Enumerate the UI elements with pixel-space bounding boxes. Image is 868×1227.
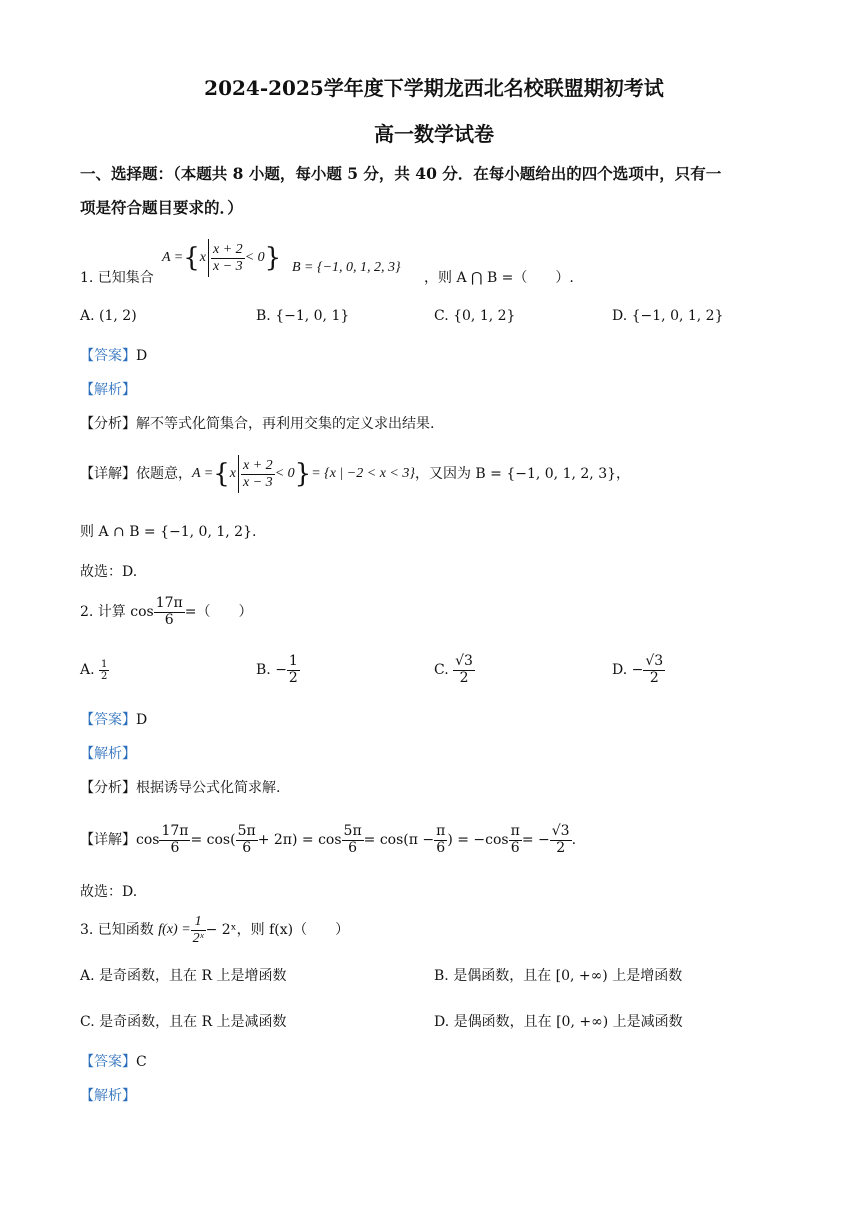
q1-option-d: D. {−1, 0, 1, 2} (612, 308, 724, 324)
q2-num: 17π (155, 595, 183, 612)
q2-detail-step-4: = cos(π − (363, 832, 435, 848)
q1-detail-pre: 依题意， (136, 466, 192, 482)
q1-detail-ineq: < 0 (274, 466, 295, 481)
q1-detail-tag: 【详解】 (80, 466, 136, 482)
q1-set-a-fraction (211, 242, 245, 274)
q3-den: 2ˣ (192, 930, 204, 946)
q2-detail-frac-6-num: √3 (551, 823, 570, 840)
q2-detail-frac-4 (434, 824, 447, 856)
q2-option-d (612, 648, 665, 692)
q1-detail-var: x (229, 466, 237, 481)
q2-option-c-num: √3 (455, 653, 473, 670)
q2-detail-step-2: = cos( (190, 832, 236, 848)
q2-option-a-label: A. (80, 662, 95, 678)
q3-prefix: 3. 已知函数 (80, 922, 154, 938)
q1-detail-set-lhs: A = (192, 466, 214, 481)
q1-set-a-ineq: < 0 (244, 250, 265, 265)
q3-answer-value: C (136, 1054, 147, 1070)
q1-fenxi-text: 解不等式化简集合，再利用交集的定义求出结果. (136, 416, 435, 432)
q2-option-c-den: 2 (459, 669, 469, 686)
exam-title: 2024-2025学年度下学期龙西北名校联盟期初考试 (204, 76, 664, 100)
q2-fenxi-text: 根据诱导公式化简求解. (136, 780, 281, 796)
q2-option-c (434, 648, 475, 692)
q2-option-a-den: 2 (101, 670, 108, 682)
q3-option-b: B. 是偶函数，且在 [0, +∞) 上是增函数 (434, 968, 683, 984)
q2-detail-frac-1-num: 17π (161, 823, 189, 840)
q1-set-a-var: x (199, 250, 207, 265)
q2-detail-frac-4-num: π (436, 823, 446, 840)
q2-option-d-num: √3 (645, 653, 664, 670)
q2-fenxi-tag: 【分析】 (80, 780, 136, 796)
q1-detail-mid: = {x | −2 < x < 3} (311, 466, 415, 481)
q1-answer-tag: 【答案】 (80, 348, 136, 364)
q2-detail-frac-6-den: 2 (556, 839, 566, 856)
q1-prefix: 1. 已知集合 (80, 270, 154, 286)
q2-detail-step-5: ) = −cos (447, 832, 509, 848)
q1-detail-bar (238, 455, 239, 493)
q1-fenxi (80, 414, 434, 434)
q2-suffix: =（ ） (184, 604, 253, 620)
q2-option-a-num: 1 (101, 658, 108, 670)
q1-choose: 故选：D. (80, 564, 138, 580)
q2-detail-frac-5 (509, 824, 522, 856)
q2-option-b-den: 2 (288, 669, 298, 686)
q3-option-a: A. 是奇函数，且在 R 上是增函数 (80, 968, 287, 984)
q3-fraction (191, 914, 206, 946)
q1-detail-line2: 则 A ∩ B = {−1, 0, 1, 2}. (80, 524, 257, 540)
q1-answer-value: D (136, 348, 148, 364)
q1-detail-left-brace: { (213, 459, 230, 489)
q2-option-d-frac (643, 654, 665, 686)
q2-option-a-frac (99, 659, 109, 682)
exam-subtitle: 高一数学试卷 (374, 122, 494, 146)
q3-option-d: D. 是偶函数，且在 [0, +∞) 上是减函数 (434, 1014, 683, 1030)
q1-option-c: C. {0, 1, 2} (434, 308, 516, 324)
q1-detail-num: x + 2 (243, 458, 273, 474)
q1-detail-post: ，又因为 B = {−1, 0, 1, 2, 3}， (414, 466, 631, 482)
q1-set-a-lhs: A = (162, 250, 184, 265)
q2-den: 6 (164, 611, 174, 628)
q2-detail-cos-1: cos (136, 832, 160, 848)
q1-left-brace: { (183, 243, 200, 273)
q1-right-brace: } (264, 243, 282, 273)
q2-detail-step-3: + 2π) = cos (257, 832, 342, 848)
q1-option-b: B. {−1, 0, 1} (256, 308, 350, 324)
q3-answer (80, 1052, 147, 1072)
q2-fenxi (80, 778, 280, 798)
q3-stem (80, 910, 349, 950)
q2-option-c-label: C. (434, 662, 449, 678)
q3-answer-tag: 【答案】 (80, 1054, 136, 1070)
q3-option-c: C. 是奇函数，且在 R 上是减函数 (80, 1014, 287, 1030)
q2-detail-frac-3 (342, 824, 364, 856)
q2-detail-tag: 【详解】 (80, 832, 136, 848)
q2-detail-step-6: = − (521, 832, 550, 848)
q2-detail-frac-5-num: π (510, 823, 520, 840)
q1-suffix: ，则 A ⋂ B =（ ）. (424, 270, 574, 286)
q2-option-c-frac (453, 654, 475, 686)
q1-set-b: B = {−1, 0, 1, 2, 3} (292, 260, 401, 275)
q2-detail-frac-1-den: 6 (170, 839, 180, 856)
q1-option-a: A. (1, 2) (80, 308, 137, 324)
q2-detail-frac-2 (236, 824, 258, 856)
q1-detail-den: x − 3 (243, 474, 273, 490)
q2-detail-frac-3-num: 5π (343, 823, 362, 840)
q2-fraction (154, 596, 185, 628)
q1-fenxi-tag: 【分析】 (80, 416, 136, 432)
q2-answer-value: D (136, 712, 148, 728)
q2-option-b-label: B. − (256, 662, 287, 678)
q2-option-b-num: 1 (288, 653, 298, 670)
q2-choose: 故选：D. (80, 884, 138, 900)
q3-rest: − 2ˣ，则 f(x)（ ） (205, 922, 350, 938)
q2-detail-frac-3-den: 6 (348, 839, 358, 856)
q2-detail-frac-5-den: 6 (510, 839, 520, 856)
q2-option-b (256, 648, 300, 692)
q1-detail-right-brace: } (294, 459, 312, 489)
q2-option-b-frac (287, 654, 300, 686)
q1-set-a (162, 236, 281, 280)
q2-prefix: 2. 计算 cos (80, 604, 154, 620)
section-header-line1: 一、选择题：（本题共 8 小题，每小题 5 分，共 40 分．在每小题给出的四个选项中，只有一 (80, 164, 722, 183)
q2-detail (80, 818, 576, 862)
q2-detail-frac-1 (159, 824, 190, 856)
q1-set-a-num: x + 2 (213, 242, 243, 258)
q1-jiexi-tag: 【解析】 (80, 382, 136, 398)
q2-answer-tag: 【答案】 (80, 712, 136, 728)
q1-detail (80, 452, 630, 496)
q2-detail-frac-2-num: 5π (237, 823, 256, 840)
q2-option-a (80, 648, 109, 692)
q2-detail-frac-2-den: 6 (242, 839, 252, 856)
q1-set-a-den: x − 3 (213, 258, 243, 274)
q1-set-a-bar (208, 239, 209, 277)
q2-option-d-den: 2 (649, 669, 659, 686)
q2-detail-frac-6 (550, 824, 572, 856)
q3-num: 1 (191, 914, 206, 930)
q2-answer (80, 710, 147, 730)
q1-answer (80, 346, 147, 366)
q2-detail-period: . (571, 832, 577, 848)
q2-detail-frac-4-den: 6 (436, 839, 446, 856)
q2-stem (80, 590, 252, 634)
q1-detail-fraction (241, 458, 275, 490)
q3-fx: f(x) = (158, 922, 191, 937)
section-header-line2: 项是符合题目要求的．） (80, 198, 243, 217)
q2-jiexi-tag: 【解析】 (80, 746, 136, 762)
q2-option-d-label: D. − (612, 662, 644, 678)
q3-jiexi-tag: 【解析】 (80, 1088, 136, 1104)
